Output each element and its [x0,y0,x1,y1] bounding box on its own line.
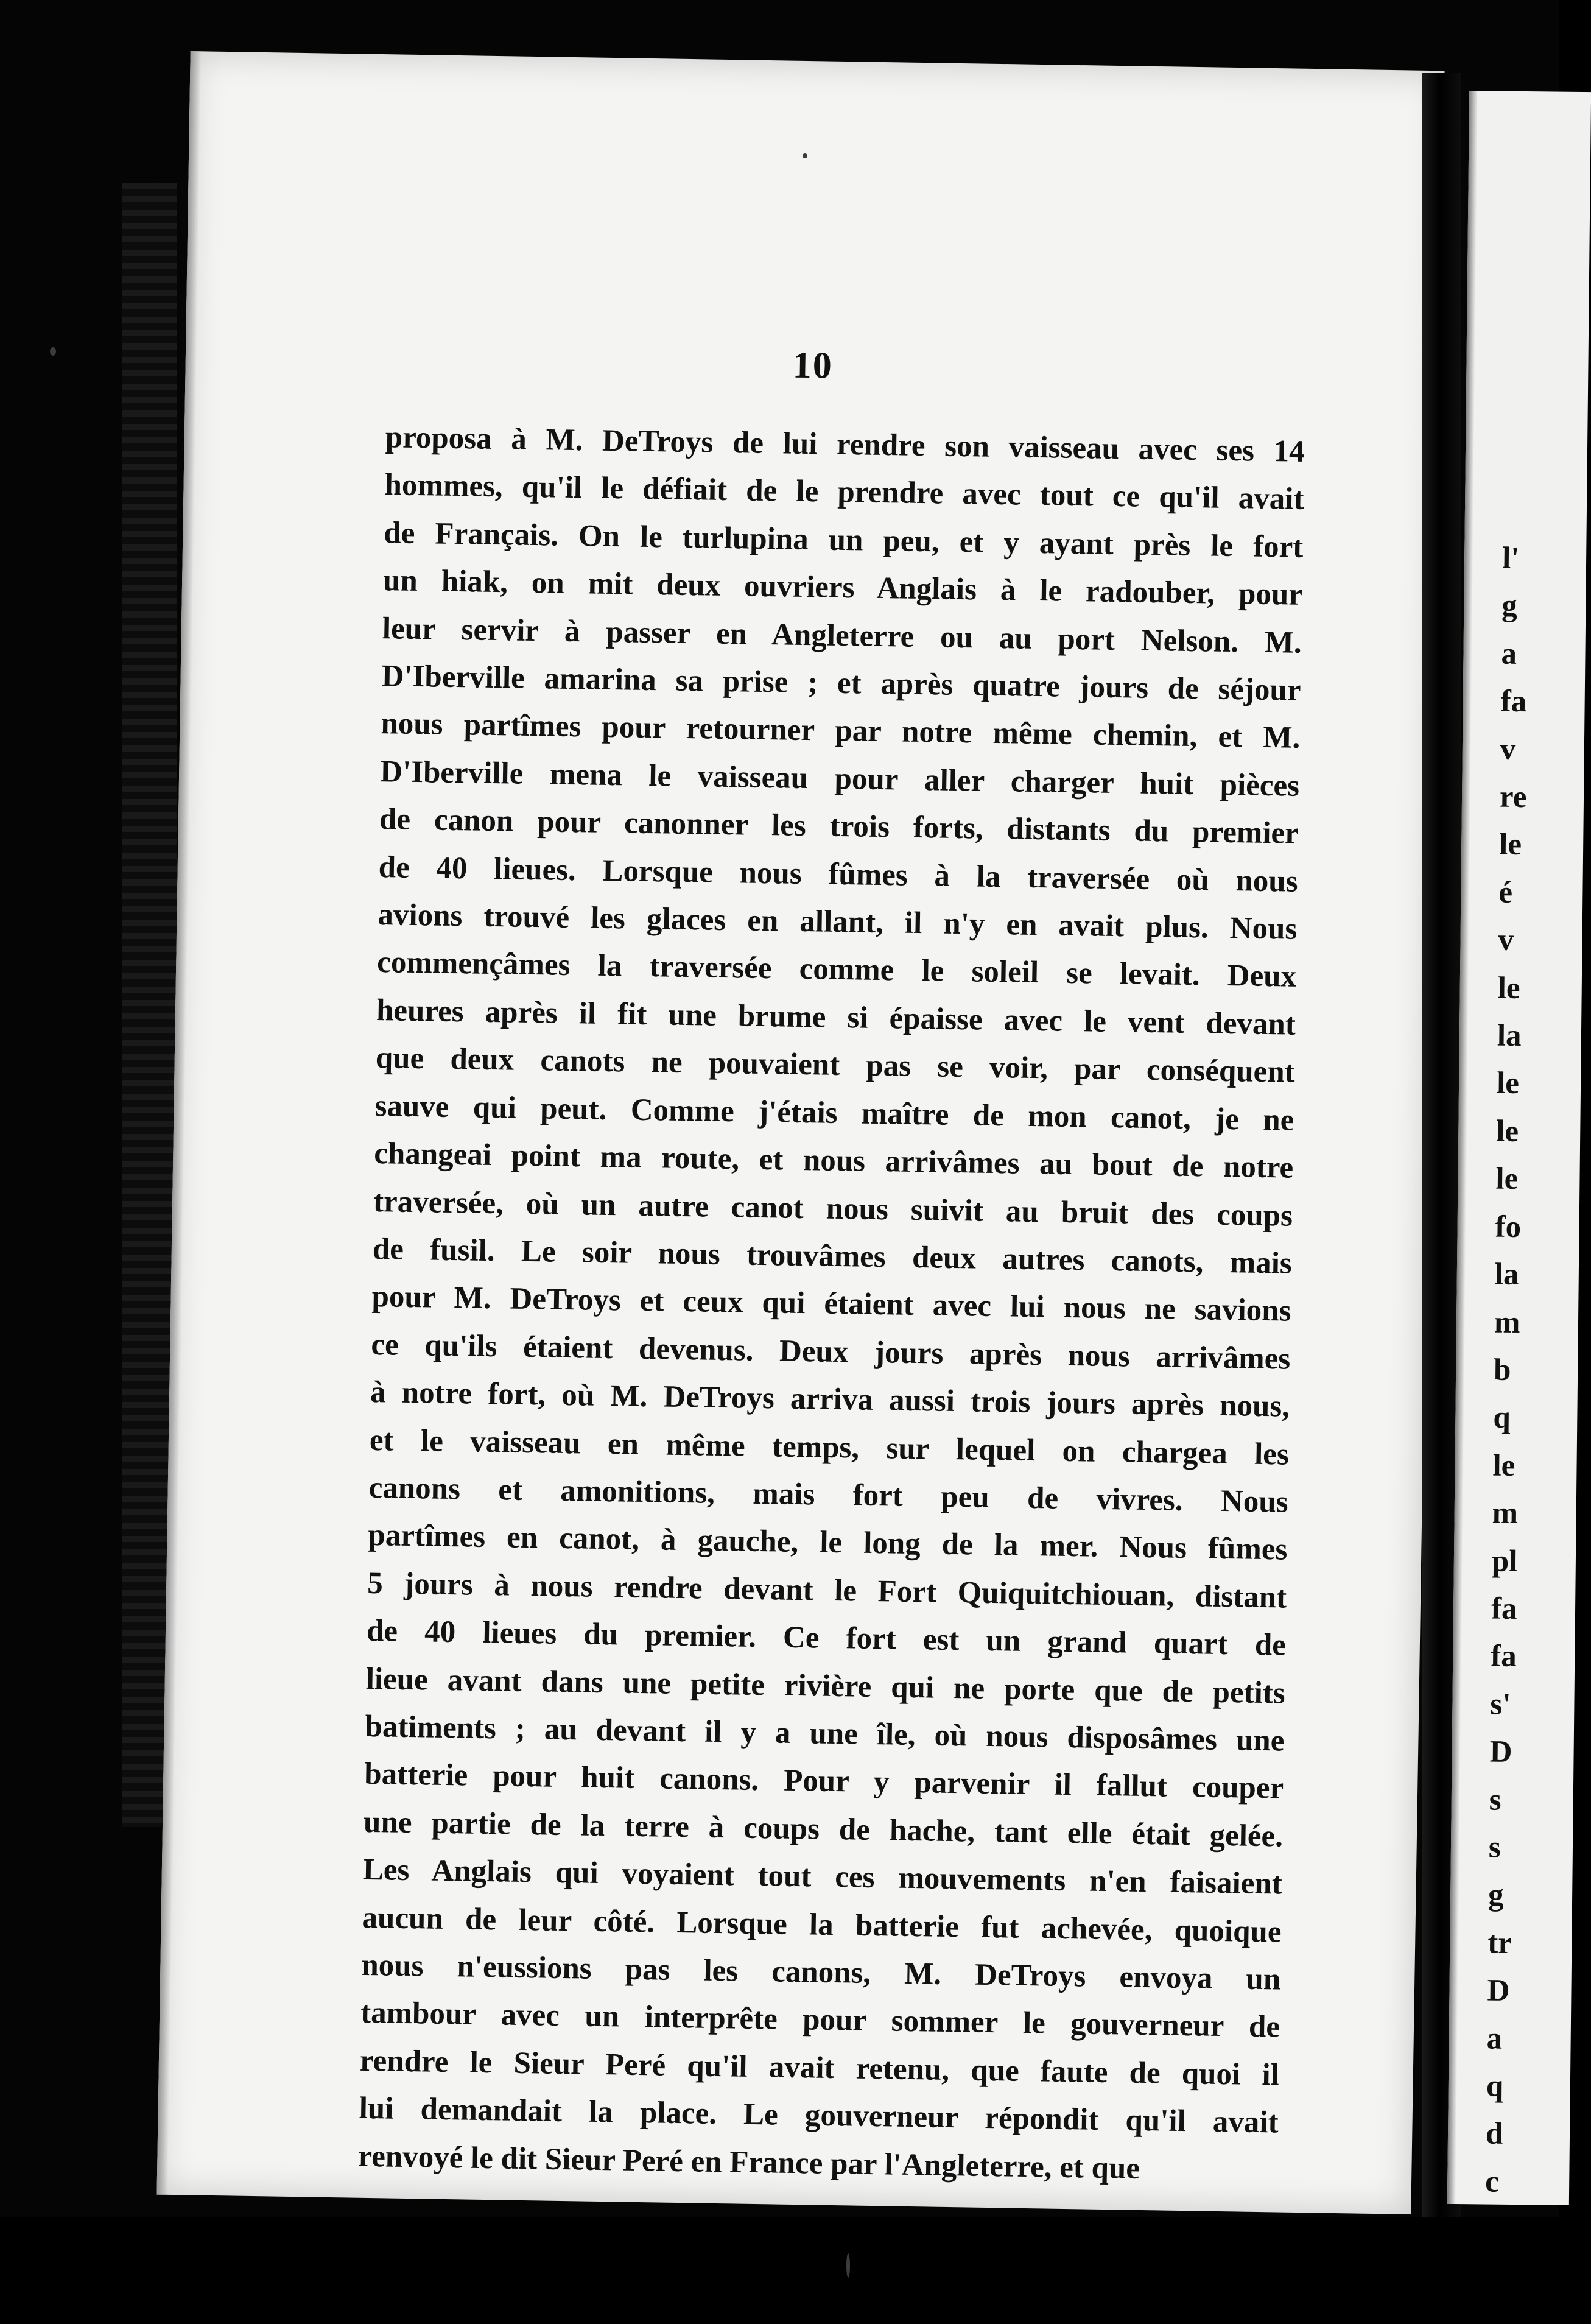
text-line: partîmes en canot, à gauche, le long de la mer. Nous fûmes [368,1518,1288,1567]
adjacent-text-fragment: fa [1491,1591,1517,1626]
adjacent-text-fragment: l' [1501,541,1520,576]
adjacent-text-fragment: s [1489,1783,1501,1817]
adjacent-page-edge [1447,91,1591,2205]
text-line: proposa à M. DeTroys de lui rendre son vaisseau avec ses 14 [385,420,1305,469]
text-line: pour M. DeTroys et ceux qui étaient avec lui nous ne savions [371,1280,1291,1328]
text-line: une partie de la terre à coups de hache, tant elle était gelée. [363,1805,1284,1854]
text-line: D'Iberville amarina sa prise ; et après quatre jours de séjour [381,659,1301,708]
text-line: batiments ; au devant il y a une île, où nous disposâmes une [365,1709,1285,1758]
adjacent-text-fragment: v [1500,732,1516,767]
adjacent-text-fragment: la [1494,1257,1519,1292]
adjacent-text-fragment: m [1494,1305,1520,1340]
adjacent-text-fragment: a [1486,2021,1503,2056]
adjacent-text-fragment: a [1501,636,1517,671]
adjacent-text-fragment: D [1487,1973,1510,2009]
text-line: batterie pour huit canons. Pour y parvenir il fallut couper [364,1757,1284,1806]
adjacent-text-fragment: m [1492,1496,1519,1531]
adjacent-text-fragment: é [1498,875,1513,910]
adjacent-text-fragment: s' [1490,1687,1511,1722]
text-line: commençâmes la traversée comme le soleil se levait. Deux [376,945,1297,995]
adjacent-text-fragment: re [1499,780,1527,815]
adjacent-text-fragment: v [1498,923,1514,958]
text-line: nous partîmes pour retourner par notre même chemin, et M. [381,706,1301,756]
adjacent-text-fragment: le [1498,828,1522,862]
text-line: hommes, qu'il le défiait de le prendre avec tout ce qu'il avait [384,468,1304,517]
adjacent-text-fragment: g [1501,589,1518,624]
text-line: de fusil. Le soir nous trouvâmes deux autres canots, mais [372,1231,1293,1281]
text-line: lui demandait la place. Le gouverneur répondit qu'il avait [359,2091,1279,2140]
scan-speck [803,153,807,158]
text-line: heures après il fit une brume si épaisse avec le vent devant [376,993,1296,1042]
text-line: à notre fort, où M. DeTroys arriva aussi trois jours après nous, [370,1375,1290,1424]
adjacent-text-fragment: le [1492,1448,1515,1483]
adjacent-text-fragment: g [1487,1878,1504,1913]
page-number: 10 [792,344,834,387]
text-line: de 40 lieues. Lorsque nous fûmes à la traversée où nous [378,850,1299,899]
text-line: que deux canots ne pouvaient pas se voir, par conséquent [375,1041,1296,1090]
adjacent-text-fragment: le [1497,971,1520,1005]
text-line: de 40 lieues du premier. Ce fort est un grand quart de [366,1614,1287,1663]
text-line: aucun de leur côté. Lorsque la batterie fut achevée, quoique [362,1900,1282,1949]
adjacent-text-fragment: le [1495,1114,1519,1149]
text-line: de canon pour canonner les trois forts, distants du premier [379,802,1299,851]
text-line: canons et amonitions, mais fort peu de vivres. Nous [368,1470,1289,1519]
text-line: D'Iberville mena le vaisseau pour aller charger huit pièces [379,754,1300,803]
adjacent-text-fragment: la [1497,1018,1522,1054]
adjacent-text-fragment: s [1488,1830,1501,1865]
adjacent-text-fragment: q [1486,2069,1504,2104]
scan-speck [846,2253,850,2278]
adjacent-text-fragment: D [1489,1734,1512,1770]
text-line: traversée, où un autre canot nous suivit au bruit des coups [373,1184,1293,1233]
bottom-scan-border [0,2217,1559,2324]
text-line: 5 jours à nous rendre devant le Fort Quiquitchiouan, distant [367,1566,1287,1615]
text-line: de Français. On le turlupina un peu, et y ayant près le fort [383,515,1304,565]
adjacent-page-text-fragments [1484,535,1530,2301]
text-line: Les Anglais qui voyaient tout ces mouvements n'en faisaient [362,1853,1283,1901]
scan-speck [50,347,56,356]
adjacent-text-fragment: b [1493,1353,1511,1387]
text-line: renvoyé le dit Sieur Peré en France par l'Angleterre, et que [358,2139,1140,2186]
text-line: leur servir à passer en Angleterre ou au port Nelson. M. [382,611,1302,660]
book-page [156,51,1444,2214]
text-line: et le vaisseau en même temps, sur lequel on chargea les [369,1423,1290,1472]
text-line: changeai point ma route, et nous arrivâmes au bout de notre [373,1136,1294,1185]
adjacent-text-fragment: le [1495,1161,1519,1197]
text-line: sauve qui peut. Comme j'étais maître de mon canot, je ne [374,1088,1294,1138]
adjacent-text-fragment: fa [1500,684,1527,719]
adjacent-text-fragment: pl [1491,1544,1518,1579]
adjacent-text-fragment: fo [1495,1210,1522,1244]
text-line: lieue avant dans une petite rivière qui ne porte que de petits [365,1661,1286,1711]
adjacent-text-fragment: c [1484,2164,1500,2199]
adjacent-text-fragment: d [1485,2116,1503,2152]
body-text [358,414,1305,2194]
text-line: tambour avec un interprête pour sommer le gouverneur de [360,1996,1280,2044]
text-line: rendre le Sieur Peré qu'il avait retenu, que faute de quoi il [359,2043,1280,2093]
adjacent-text-fragment: tr [1487,1926,1512,1960]
text-line: ce qu'ils étaient devenus. Deux jours après nous arrivâmes [371,1327,1291,1376]
text-line: nous n'eussions pas les canons, M. DeTroys envoya un [361,1948,1281,1997]
text-line: un hiak, on mit deux ouvriers Anglais à le radouber, pour [382,563,1303,613]
adjacent-text-fragment: le [1496,1066,1520,1101]
adjacent-text-fragment: q [1493,1400,1511,1435]
adjacent-text-fragment: fa [1490,1639,1517,1674]
text-line: avions trouvé les glaces en allant, il n'y en avait plus. Nous [378,898,1298,946]
